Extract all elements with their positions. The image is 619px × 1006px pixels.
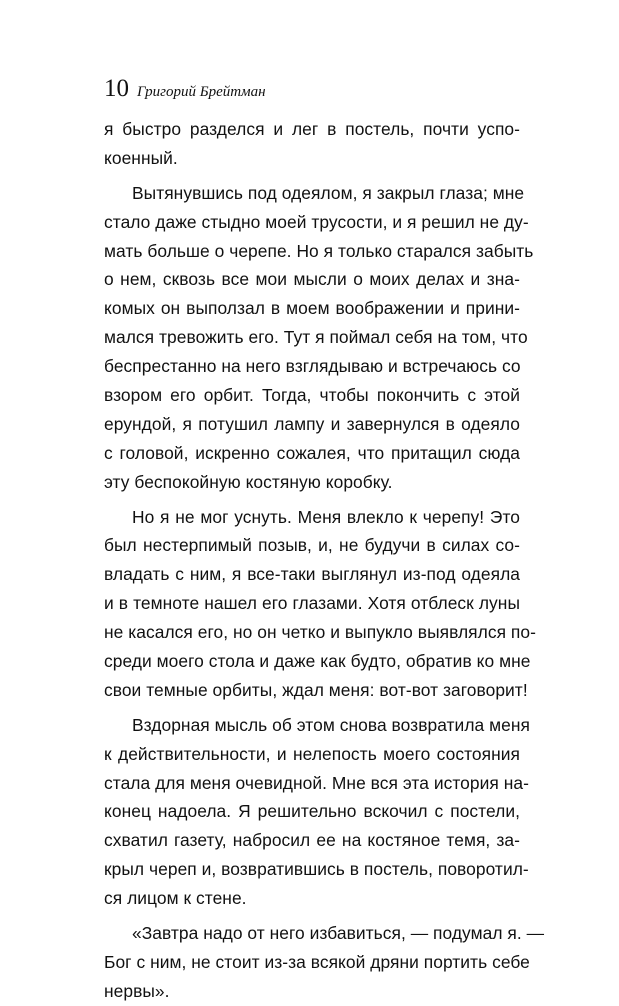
text-line: к действительности, и нелепость моего состояния: [104, 743, 520, 764]
text-line: эту беспокойную костяную коробку.: [104, 471, 393, 492]
text-line: Вздорная мысль об этом снова возвратила меня: [132, 714, 530, 735]
text-line: о нем, сквозь все мои мысли о моих делах и зна-: [104, 269, 520, 290]
text-line: ерундой, я потушил лампу и завернулся в одеяло: [104, 413, 520, 434]
text-line: владать с ним, я все-таки выглянул из-под одеяла: [104, 564, 520, 585]
text-line: Вытянувшись под одеялом, я закрыл глаза; мне: [132, 182, 525, 203]
text-line: не касался его, но он четко и выпукло выявлялся по-: [104, 622, 536, 643]
text-line: среди моего стола и даже как будто, обратив ко мне: [104, 651, 531, 672]
text-line: «Завтра надо от него избавиться, — подумал я. —: [132, 923, 545, 944]
text-line: я быстро разделся и лег в постель, почти успо-: [104, 119, 520, 139]
text-line: Бог с ним, не стоит из-за всякой дряни портить себе: [104, 951, 530, 972]
text-line: комых он выползал в моем воображении и прини-: [104, 298, 520, 319]
text-line: взором его орбит. Тогда, чтобы покончить с этой: [104, 385, 520, 406]
paragraph: [104, 115, 520, 173]
text-line: с головой, искренно сожалея, что притащил сюда: [104, 442, 520, 463]
running-head-author: Григорий Брейтман: [137, 84, 266, 100]
running-head: [104, 74, 266, 104]
paragraph: [104, 179, 534, 497]
text-line: схватил газету, набросил ее на костяное темя, за-: [104, 830, 520, 851]
text-line: свои темные орбиты, ждал меня: вот-вот заговорит!: [104, 679, 528, 700]
text-line: стала для меня очевидной. Мне вся эта история на-: [104, 772, 529, 793]
body-text: [104, 115, 545, 1006]
paragraph: [104, 919, 545, 1006]
text-line: стало даже стыдно моей трусости, и я решил не ду-: [104, 211, 529, 232]
text-line: крыл череп и, возвратившись в постель, поворотил-: [104, 859, 529, 880]
text-line: ся лицом к стене.: [104, 888, 247, 909]
text-line: мать больше о черепе. Но я только старался забыть: [104, 240, 534, 261]
text-line: был нестерпимый позыв, и, не будучи в силах со-: [104, 535, 520, 556]
paragraph: [104, 503, 536, 705]
text-line: Но я не мог уснуть. Меня влекло к черепу! Это: [132, 506, 520, 527]
page-number: 10: [104, 75, 129, 102]
text-line: беспрестанно на него взглядываю и встречаюсь со: [104, 356, 521, 377]
text-line: конец надоела. Я решительно вскочил с постели,: [104, 801, 520, 822]
text-line: нервы».: [104, 980, 170, 1001]
text-line: и в темноте нашел его глазами. Хотя отблеск луны: [104, 593, 520, 614]
paragraph: [104, 711, 530, 913]
text-line: коенный.: [104, 147, 178, 168]
text-line: мался тревожить его. Тут я поймал себя на том, что: [104, 327, 528, 348]
